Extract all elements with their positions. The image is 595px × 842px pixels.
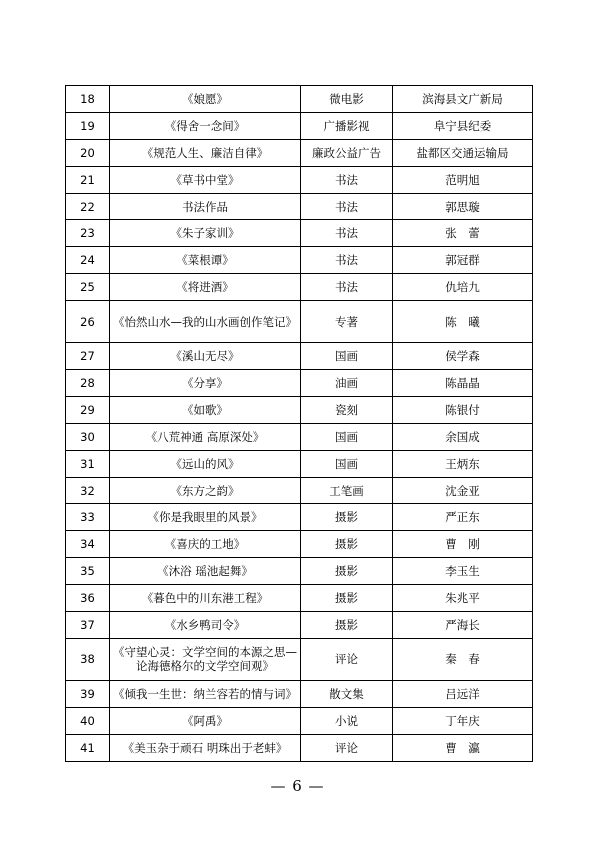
row-number-cell: 39 bbox=[66, 680, 110, 707]
awards-table bbox=[65, 85, 533, 762]
row-number-cell: 36 bbox=[66, 585, 110, 612]
work-category-cell: 摄影 bbox=[301, 531, 393, 558]
work-title-cell: 《分享》 bbox=[110, 370, 301, 397]
table-row bbox=[66, 274, 533, 301]
work-author-cell: 张 蕾 bbox=[393, 220, 533, 247]
table-row bbox=[66, 477, 533, 504]
table-row bbox=[66, 638, 533, 680]
work-category-cell: 摄影 bbox=[301, 612, 393, 639]
work-title-cell: 《阿禹》 bbox=[110, 707, 301, 734]
table-row bbox=[66, 139, 533, 166]
work-category-cell: 油画 bbox=[301, 370, 393, 397]
work-title-cell: 《喜庆的工地》 bbox=[110, 531, 301, 558]
work-category-cell: 微电影 bbox=[301, 86, 393, 113]
work-category-cell: 书法 bbox=[301, 274, 393, 301]
work-category-cell: 国画 bbox=[301, 423, 393, 450]
row-number-cell: 33 bbox=[66, 504, 110, 531]
row-number-cell: 31 bbox=[66, 450, 110, 477]
table-row bbox=[66, 423, 533, 450]
work-author-cell: 曹 瀛 bbox=[393, 734, 533, 761]
table-row bbox=[66, 450, 533, 477]
work-title-cell: 书法作品 bbox=[110, 193, 301, 220]
row-number-cell: 41 bbox=[66, 734, 110, 761]
work-title-cell: 《草书中堂》 bbox=[110, 166, 301, 193]
row-number-cell: 35 bbox=[66, 558, 110, 585]
work-title-cell: 《八荒神通 高原深处》 bbox=[110, 423, 301, 450]
work-title-cell: 《怡然山水—我的山水画创作笔记》 bbox=[110, 301, 301, 343]
work-category-cell: 国画 bbox=[301, 343, 393, 370]
work-author-cell: 余国成 bbox=[393, 423, 533, 450]
work-author-cell: 陈银付 bbox=[393, 396, 533, 423]
work-author-cell: 郭思璇 bbox=[393, 193, 533, 220]
work-title-cell: 《东方之韵》 bbox=[110, 477, 301, 504]
table-row bbox=[66, 370, 533, 397]
work-category-cell: 书法 bbox=[301, 220, 393, 247]
table-row bbox=[66, 504, 533, 531]
work-category-cell: 摄影 bbox=[301, 504, 393, 531]
row-number-cell: 40 bbox=[66, 707, 110, 734]
work-category-cell: 广播影视 bbox=[301, 112, 393, 139]
work-category-cell: 评论 bbox=[301, 638, 393, 680]
work-author-cell: 沈金亚 bbox=[393, 477, 533, 504]
row-number-cell: 24 bbox=[66, 247, 110, 274]
awards-table-body bbox=[66, 86, 533, 762]
work-category-cell: 廉政公益广告 bbox=[301, 139, 393, 166]
work-category-cell: 小说 bbox=[301, 707, 393, 734]
table-row bbox=[66, 558, 533, 585]
work-title-cell: 《水乡鸭司令》 bbox=[110, 612, 301, 639]
work-title-cell: 《娘愿》 bbox=[110, 86, 301, 113]
work-title-cell: 《将进酒》 bbox=[110, 274, 301, 301]
work-author-cell: 严海长 bbox=[393, 612, 533, 639]
row-number-cell: 38 bbox=[66, 638, 110, 680]
work-title-cell: 《守望心灵：文学空间的本源之思—论海德格尔的文学空间观》 bbox=[110, 638, 301, 680]
table-row bbox=[66, 612, 533, 639]
work-author-cell: 陈 曦 bbox=[393, 301, 533, 343]
row-number-cell: 30 bbox=[66, 423, 110, 450]
work-title-cell: 《朱子家训》 bbox=[110, 220, 301, 247]
work-author-cell: 丁年庆 bbox=[393, 707, 533, 734]
table-row bbox=[66, 343, 533, 370]
work-author-cell: 曹 刚 bbox=[393, 531, 533, 558]
table-row bbox=[66, 247, 533, 274]
work-category-cell: 瓷刻 bbox=[301, 396, 393, 423]
table-row bbox=[66, 166, 533, 193]
work-category-cell: 专著 bbox=[301, 301, 393, 343]
row-number-cell: 19 bbox=[66, 112, 110, 139]
table-row bbox=[66, 707, 533, 734]
work-author-cell: 陈晶晶 bbox=[393, 370, 533, 397]
row-number-cell: 29 bbox=[66, 396, 110, 423]
table-row bbox=[66, 396, 533, 423]
row-number-cell: 21 bbox=[66, 166, 110, 193]
work-title-cell: 《得舍一念间》 bbox=[110, 112, 301, 139]
work-author-cell: 仇培九 bbox=[393, 274, 533, 301]
work-title-cell: 《如歌》 bbox=[110, 396, 301, 423]
row-number-cell: 28 bbox=[66, 370, 110, 397]
row-number-cell: 32 bbox=[66, 477, 110, 504]
table-row bbox=[66, 112, 533, 139]
work-author-cell: 王炳东 bbox=[393, 450, 533, 477]
table-row bbox=[66, 301, 533, 343]
row-number-cell: 37 bbox=[66, 612, 110, 639]
work-category-cell: 书法 bbox=[301, 193, 393, 220]
work-author-cell: 阜宁县纪委 bbox=[393, 112, 533, 139]
table-row bbox=[66, 734, 533, 761]
work-author-cell: 吕远洋 bbox=[393, 680, 533, 707]
page-number: — 6 — bbox=[270, 777, 325, 795]
work-author-cell: 秦 春 bbox=[393, 638, 533, 680]
work-title-cell: 《美玉杂于顽石 明珠出于老蚌》 bbox=[110, 734, 301, 761]
work-title-cell: 《暮色中的川东港工程》 bbox=[110, 585, 301, 612]
work-category-cell: 书法 bbox=[301, 166, 393, 193]
work-author-cell: 范明旭 bbox=[393, 166, 533, 193]
work-title-cell: 《沐浴 瑶池起舞》 bbox=[110, 558, 301, 585]
work-category-cell: 评论 bbox=[301, 734, 393, 761]
work-category-cell: 散文集 bbox=[301, 680, 393, 707]
work-author-cell: 李玉生 bbox=[393, 558, 533, 585]
row-number-cell: 27 bbox=[66, 343, 110, 370]
work-author-cell: 滨海县文广新局 bbox=[393, 86, 533, 113]
table-row bbox=[66, 585, 533, 612]
row-number-cell: 26 bbox=[66, 301, 110, 343]
work-author-cell: 盐都区交通运输局 bbox=[393, 139, 533, 166]
work-author-cell: 朱兆平 bbox=[393, 585, 533, 612]
row-number-cell: 34 bbox=[66, 531, 110, 558]
row-number-cell: 23 bbox=[66, 220, 110, 247]
table-row bbox=[66, 531, 533, 558]
work-title-cell: 《溪山无尽》 bbox=[110, 343, 301, 370]
work-title-cell: 《倾我一生世：纳兰容若的情与词》 bbox=[110, 680, 301, 707]
work-author-cell: 郭冠群 bbox=[393, 247, 533, 274]
work-category-cell: 摄影 bbox=[301, 558, 393, 585]
table-row bbox=[66, 220, 533, 247]
table-row bbox=[66, 680, 533, 707]
row-number-cell: 25 bbox=[66, 274, 110, 301]
row-number-cell: 22 bbox=[66, 193, 110, 220]
work-author-cell: 侯学森 bbox=[393, 343, 533, 370]
row-number-cell: 18 bbox=[66, 86, 110, 113]
work-category-cell: 书法 bbox=[301, 247, 393, 274]
work-category-cell: 国画 bbox=[301, 450, 393, 477]
work-title-cell: 《规范人生、廉洁自律》 bbox=[110, 139, 301, 166]
work-author-cell: 严正东 bbox=[393, 504, 533, 531]
work-category-cell: 摄影 bbox=[301, 585, 393, 612]
work-title-cell: 《菜根谭》 bbox=[110, 247, 301, 274]
work-title-cell: 《远山的风》 bbox=[110, 450, 301, 477]
table-row bbox=[66, 193, 533, 220]
table-row bbox=[66, 86, 533, 113]
work-category-cell: 工笔画 bbox=[301, 477, 393, 504]
row-number-cell: 20 bbox=[66, 139, 110, 166]
work-title-cell: 《你是我眼里的风景》 bbox=[110, 504, 301, 531]
